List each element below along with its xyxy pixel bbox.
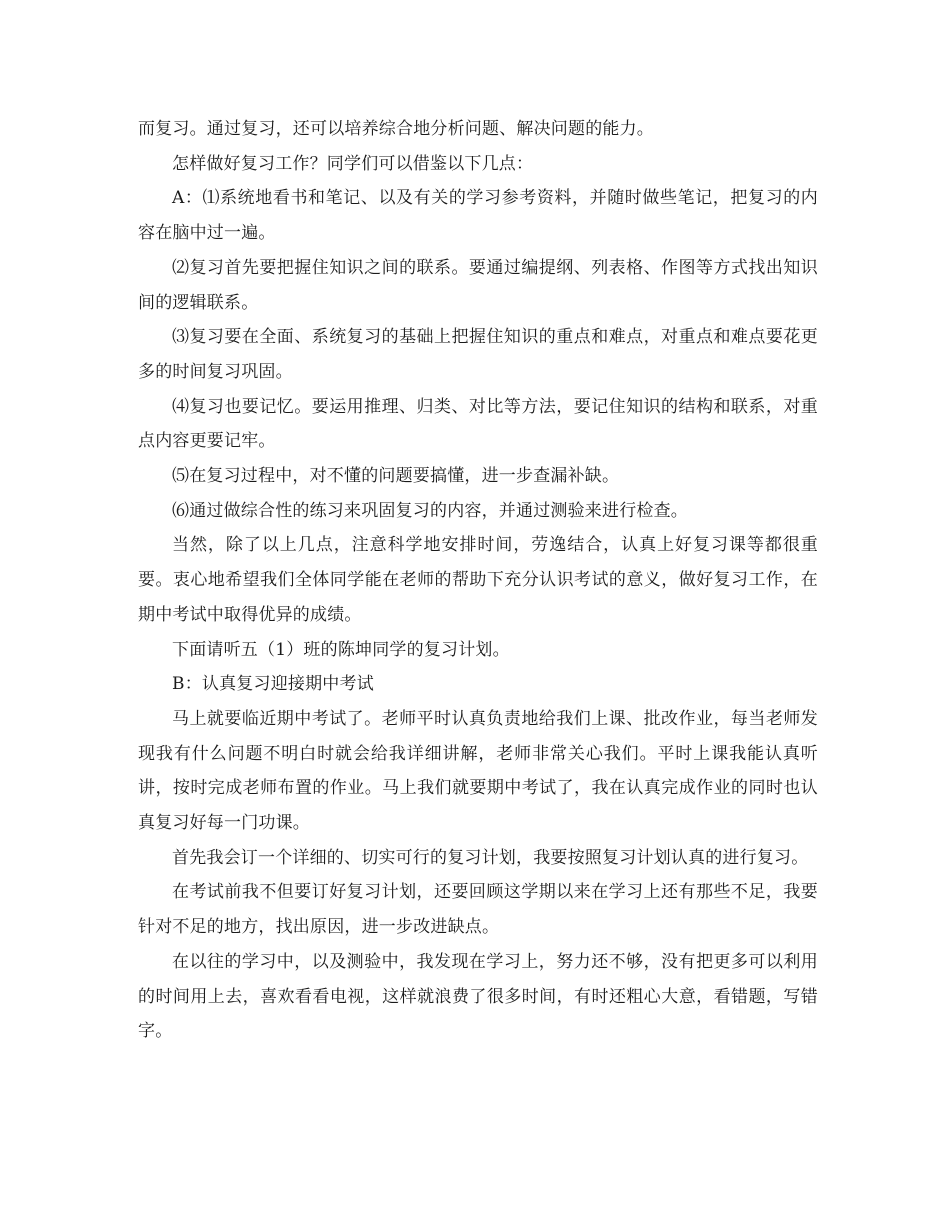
paragraph-8: ⑹通过做综合性的练习来巩固复习的内容，并通过测验来进行检查。 xyxy=(172,500,688,521)
paragraph-2: 怎样做好复习工作？同学们可以借鉴以下几点： xyxy=(172,153,534,174)
paragraph-10: 下面请听五（1）班的陈坤同学的复习计划。 xyxy=(172,639,510,660)
paragraph-3: A：⑴系统地看书和笔记、以及有关的学习参考资料，并随时做些笔记，把复习的内容在脑中过一遍。 xyxy=(138,188,818,244)
paragraph-4: ⑵复习首先要把握住知识之间的联系。要通过编提纲、列表格、作图等方式找出知识间的逻辑联系。 xyxy=(138,257,818,313)
paragraph-9: 当然，除了以上几点，注意科学地安排时间，劳逸结合，认真上好复习课等都很重要。衷心地希望我们全体同学能在老师的帮助下充分认识考试的意义，做好复习工作，在期中考试中取得优异的成绩。 xyxy=(138,535,818,625)
paragraph-6: ⑷复习也要记忆。要运用推理、归类、对比等方法，要记住知识的结构和联系，对重点内容更要记牢。 xyxy=(138,396,818,452)
document-page xyxy=(138,112,818,1049)
section-heading-b: B：认真复习迎接期中考试 xyxy=(172,674,374,695)
paragraph-1: 而复习。通过复习，还可以培养综合地分析问题、解决问题的能力。 xyxy=(138,119,654,139)
paragraph-12: 马上就要临近期中考试了。老师平时认真负责地给我们上课、批改作业，每当老师发现我有什么问题不明白时就会给我详细讲解，老师非常关心我们。平时上课我能认真听讲，按时完成老师布置的作业。马上我们就要期中考试了，我在认真完成作业的同时也认真复习好每一门功课。 xyxy=(138,708,818,834)
paragraph-15: 在以往的学习中，以及测验中，我发现在学习上，努力还不够，没有把更多可以利用的时间用上去，喜欢看看电视，这样就浪费了很多时间，有时还粗心大意，看错题，写错字。 xyxy=(138,951,818,1042)
paragraph-7: ⑸在复习过程中，对不懂的问题要搞懂，进一步查漏补缺。 xyxy=(172,466,620,487)
paragraph-14: 在考试前我不但要订好复习计划，还要回顾这学期以来在学习上还有那些不足，我要针对不足的地方，找出原因，进一步改进缺点。 xyxy=(138,882,818,938)
paragraph-13: 首先我会订一个详细的、切实可行的复习计划，我要按照复习计划认真的进行复习。 xyxy=(172,847,809,868)
paragraph-5: ⑶复习要在全面、系统复习的基础上把握住知识的重点和难点，对重点和难点要花更多的时间复习巩固。 xyxy=(138,327,818,382)
